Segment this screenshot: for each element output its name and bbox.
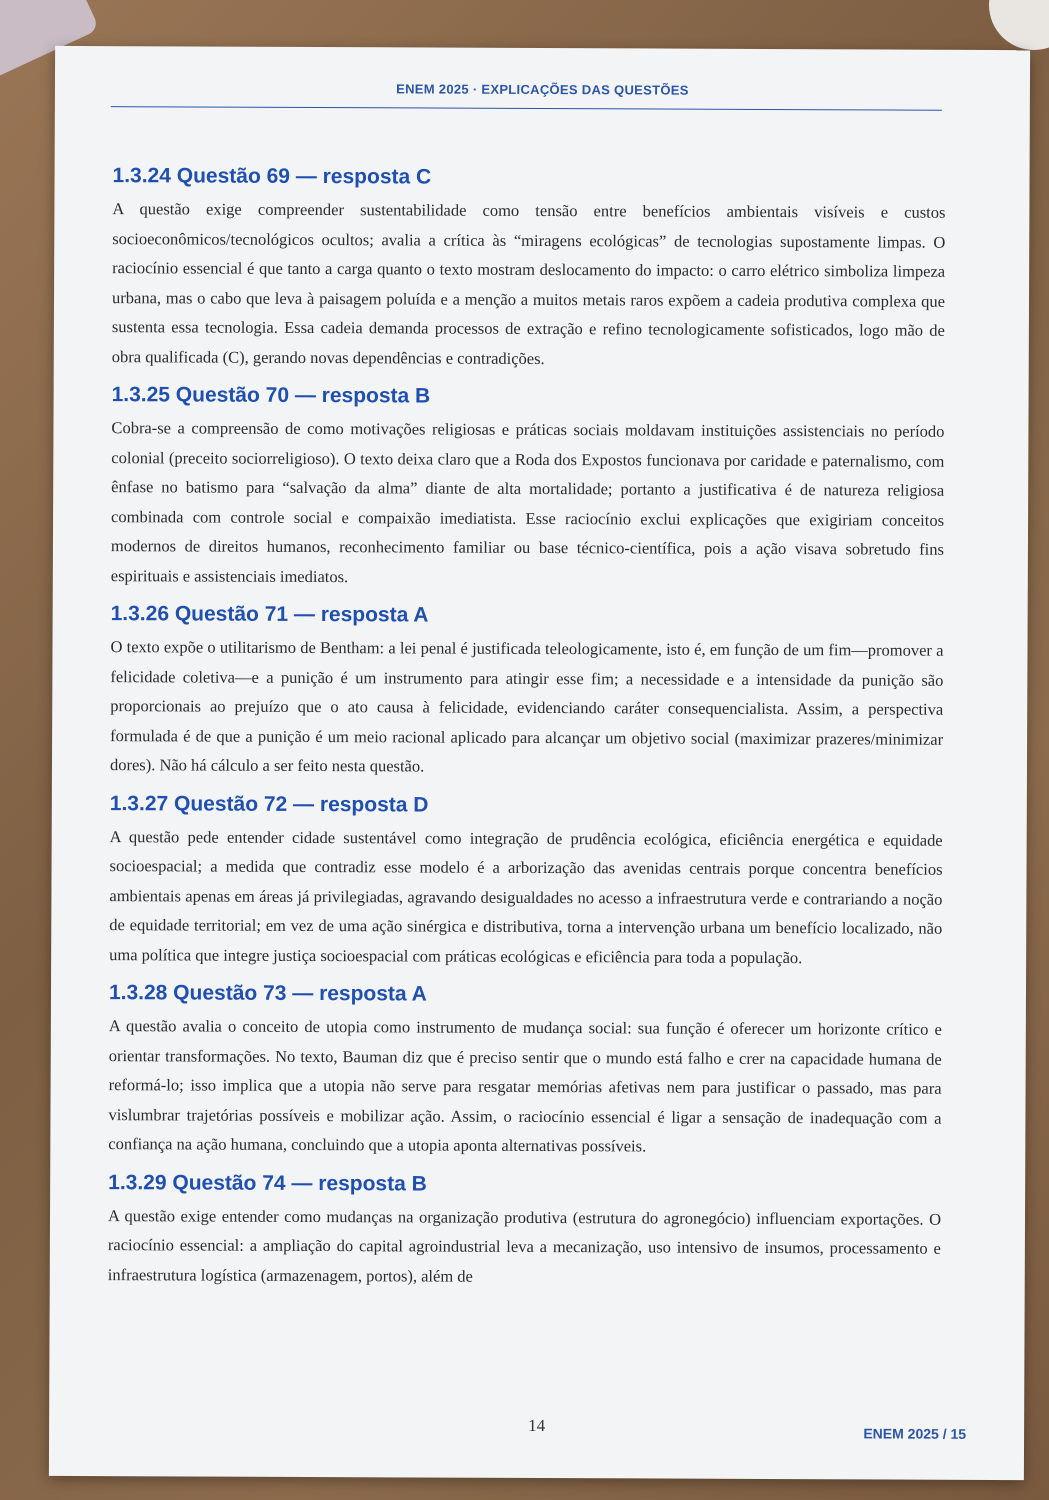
document-page: [49, 46, 1030, 1480]
section-q70: [111, 381, 945, 594]
section-body: A questão exige compreender sustentabilidade como tensão entre benefícios ambientais visíveis e custos socioeconômicos/tecnológicos ocultos; avalia a crítica às “miragens ecológicas” de tecnologias supostamente limpas. O raciocínio essencial é que tanto a carga quanto o texto mostram deslocamento do impacto: o carro elétrico simboliza limpeza urbana, mas o cabo que leva à paisagem poluída e a menção a muitos metais raros expõem a cadeia produtiva complexa que sustenta essa tecnologia. Essa cadeia demanda processos de extração e refino tecnologicamente sofisticados, logo mão de obra qualificada (C), gerando novas dependências e contradições.: [111, 199, 946, 368]
section-body: Cobra-se a compreensão de como motivações religiosas e práticas sociais moldavam instituições assistenciais no período colonial (preceito sociorreligioso). O texto deixa claro que a Roda dos Expostos funcionava por caridade e paternalismo, com ênfase no batismo para “salvação da alma” diante de alta mortalidade; portanto a justificativa é de natureza religiosa combinada com controle social e compaixão imediatista. Esse raciocínio exclui explicações que exigiriam conceitos modernos de direitos humanos, reconhecimento familiar ou base técnico-científica, pois a ação visava sobretudo fins espirituais e assistenciais imediatos.: [110, 418, 945, 586]
section-q71: [110, 600, 944, 783]
section-body: A questão pede entender cidade sustentável como integração de prudência ecológica, eficiência energética e equidade socioespacial; a medida que contradiz esse modelo é a arborização das avenidas centrais porque concentra benefícios ambientais apenas em áreas já privilegiadas, agravando desigualdades no acesso a infraestrutura verde e contrariando a noção de equidade territorial; em vez de uma ação sinérgica e distributiva, torna a intervenção urbana um benefício localizado, não uma política que integre justiça socioespacial com práticas ecológicas e eficiência para toda a população.: [109, 826, 943, 967]
footer-page-label: ENEM 2025 / 15: [863, 1425, 967, 1442]
section-q69: [112, 162, 946, 375]
running-header: ENEM 2025 · EXPLICAÇÕES DAS QUESTÕES: [396, 81, 689, 98]
section-q74: [108, 1169, 942, 1293]
section-body: A questão avalia o conceito de utopia como instrumento de mudança social: sua função é oferecer um horizonte crítico e orientar transformações. No texto, Bauman diz que é preciso sentir que o mundo está falho e crer na capacidade humana de reformá-lo; isso implica que a utopia não serve para resgatar memórias afetivas nem para justificar o passado, mas para vislumbrar trajetórias possíveis e mobilizar ação. Assim, o raciocínio essencial é ligar a sensação de inadequação com a confiança na ação humana, concluindo que a utopia aponta alternativas possíveis.: [108, 1016, 942, 1156]
section-heading: 1.3.26 Questão 71 — resposta A: [110, 602, 429, 627]
page-content: [108, 162, 946, 1303]
section-body: O texto expõe o utilitarismo de Bentham: a lei penal é justificada teleologicamente, isto é, em função de um fim—promover a felicidade coletiva—e a punição é um instrumento para atingir esse fim; a necessidade e a intensidade da punição são proporcionais ao prejuízo que o ato causa à felicidade, evidenciando caráter consequencialista. Assim, a perspectiva formulada é de que a punição é um meio racional aplicado para alcançar um objetivo social (maximizar prazeres/minimizar dores). Não há cálculo a ser feito nesta questão.: [109, 637, 944, 776]
page-number: 14: [528, 1415, 546, 1436]
section-heading: 1.3.27 Questão 72 — resposta D: [109, 791, 429, 817]
section-q73: [108, 979, 942, 1162]
section-heading: 1.3.25 Questão 70 — resposta B: [111, 383, 431, 408]
header-rule: [111, 106, 942, 111]
section-heading: 1.3.28 Questão 73 — resposta A: [108, 981, 427, 1006]
section-heading: 1.3.24 Questão 69 — resposta C: [112, 164, 432, 189]
section-heading: 1.3.29 Questão 74 — resposta B: [108, 1170, 427, 1196]
section-body: A questão exige entender como mudanças na organização produtiva (estrutura do agronegócio) influenciam exportações. O raciocínio essencial: a ampliação do capital agroindustrial leva a mecanização, uso intensivo de insumos, processamento e infraestrutura logística (armazenagem, portos), além de: [107, 1205, 942, 1286]
section-q72: [109, 790, 943, 973]
